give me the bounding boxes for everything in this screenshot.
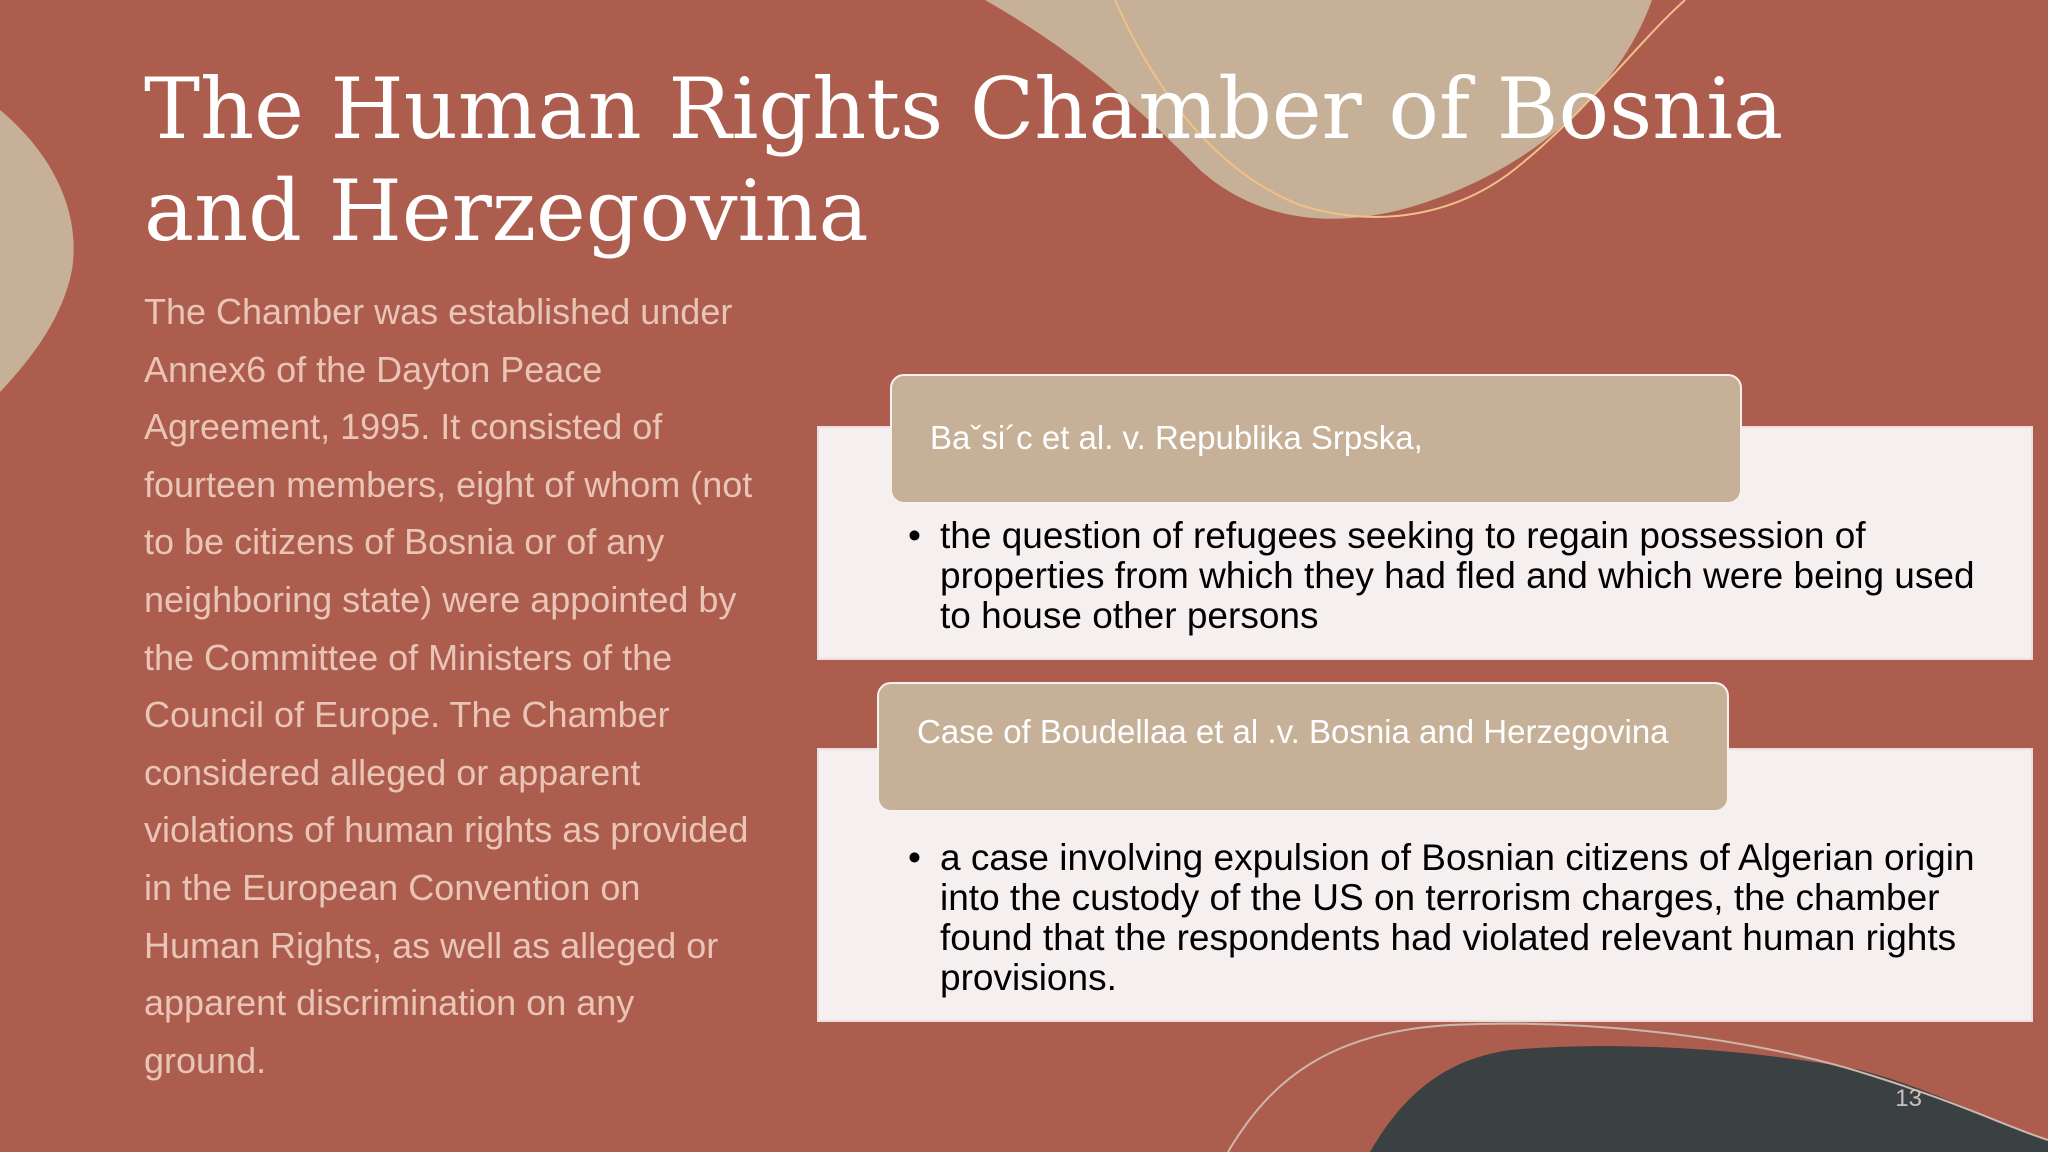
- case-bullet-list-boudellaa: [908, 838, 2008, 998]
- case-bullet-boudellaa: • a case involving expulsion of Bosnian citizens of Algerian origin into the custody of the US on terrorism charges, the chamber found that the respondents had violated relevant human rights provisions.: [908, 838, 2008, 998]
- body-text: The Chamber was established under Annex6 of the Dayton Peace Agreement, 1995. It consisted of fourteen members, eight of whom (not to be citizens of Bosnia or of any neighboring state) were appointed by the Committee of Ministers of the Council of Europe. The Chamber considered alleged or apparent violations of human rights as provided in the European Convention on Human Rights, as well as alleged or apparent discrimination on any ground.: [144, 291, 753, 1081]
- left-beige-blob: [0, 110, 74, 392]
- page-number: 13: [1895, 1085, 1922, 1112]
- case-bullet-basic: • the question of refugees seeking to regain possession of properties from which they had fled and which were being used to house other persons: [908, 516, 2008, 636]
- slide-title: The Human Rights Chamber of Bosnia and Herzegovina: [144, 60, 1784, 260]
- case-label-boudellaa: Case of Boudellaa et al .v. Bosnia and Herzegovina: [877, 682, 1729, 812]
- case-label-basic: Baˇsi´c et al. v. Republika Srpska,: [890, 374, 1742, 504]
- case-bullet-list-basic: [908, 516, 2008, 636]
- bottom-dark-blob: [1370, 1046, 2048, 1152]
